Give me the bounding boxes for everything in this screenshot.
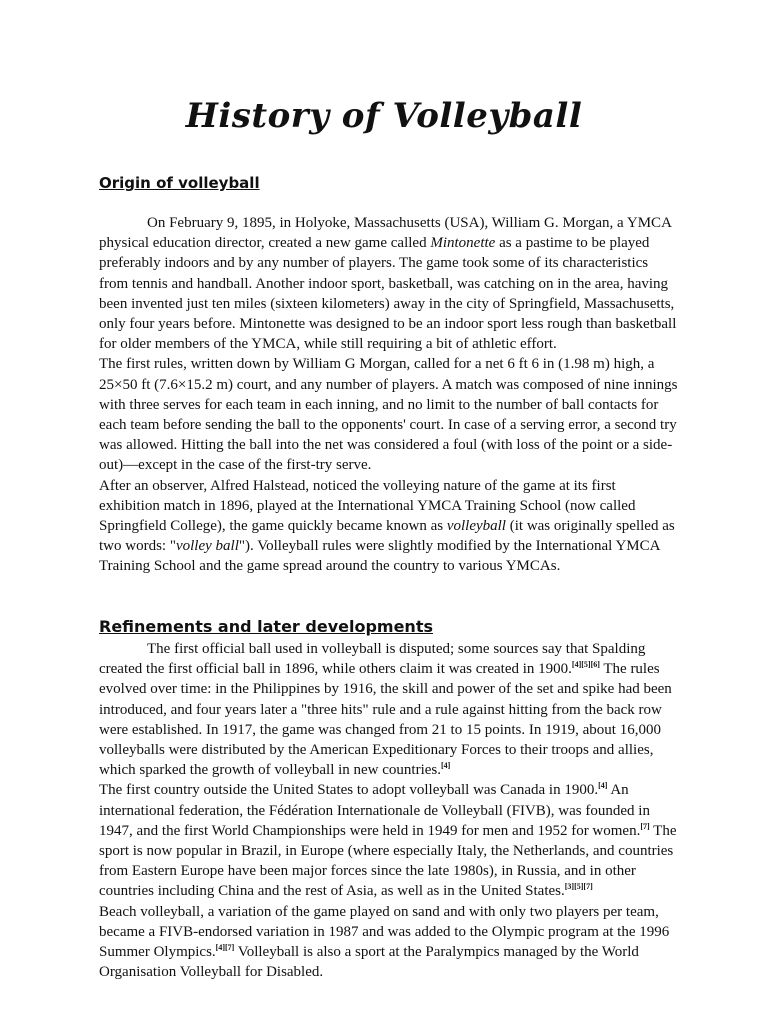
citation-link[interactable]: [7] xyxy=(640,821,650,831)
text-run: "). Volleyball rules were slightly modified by the International YMCA Training School and the game spread around the country to various YMCAs. xyxy=(99,538,660,575)
section-heading-refinements: Refinements and later developments xyxy=(99,617,433,636)
paragraph: The first rules, written down by William G Morgan, called for a net 6 ft 6 in (1.98 m) high, a 25×50 ft (7.6×15.2 m) court, and any number of players. A match was composed of nine innings with three serves for each team in each inning, and no limit to the number of ball contacts for each team before sending the ball to the opponents' court. In case of a serving error, a second try was allowed. Hitting the ball into the net was considered a foul (with loss of the point or a side-out)—except in the case of the first-try serve. xyxy=(99,356,678,474)
italic-term: volley ball xyxy=(175,538,239,555)
text-run: The rules evolved over time: in the Philippines by 1916, the skill and power of the set and spike had been introduced, and four years later a "three hits" rule and a rule against hitting from the back row were established. In 1917, the game was changed from 21 to 15 points. In 1919, about 16,000 volleyballs were distributed by the American Expeditionary Forces to their troops and allies, which sparked the growth of volleyball in new countries. xyxy=(99,661,672,779)
text-run: The sport is now popular in Brazil, in Europe (where especially Italy, the Netherlands, and countries from Eastern Europe have been major forces since the late 1980s), in Russia, and in other countries including China and the rest of Asia, as well as in the United States. xyxy=(99,822,677,900)
citation-link[interactable]: [4][7] xyxy=(215,943,235,953)
italic-term: Mintonette xyxy=(430,235,496,252)
text-run: An international federation, the Fédération Internationale de Volleyball (FIVB), was founded in 1947, and the first World Championships were held in 1949 for men and 1952 for women. xyxy=(99,782,650,839)
text-run: Volleyball is also a sport at the Paralympics managed by the World Organisation Volleyball for Disabled. xyxy=(99,944,639,981)
text-run: (it was originally spelled as two words: " xyxy=(99,518,675,555)
text-run: Beach volleyball, a variation of the game played on sand and with only two players per team, became a FIVB-endorsed variation in 1987 and was added to the Olympic program at the 1996 Summer Olympics. xyxy=(99,903,670,961)
paragraph xyxy=(99,639,679,780)
text-run: The first country outside the United States to adopt volleyball was Canada in 1900. xyxy=(99,782,599,799)
citation-link[interactable]: [4][5][6] xyxy=(571,660,600,670)
citation-link[interactable]: [4] xyxy=(598,781,608,791)
document-title: History of Volleyball xyxy=(185,96,583,136)
text-run: The first official ball used in volleyball is disputed; some sources say that Spalding created the first official ball in 1896, while others claim it was created in 1900. xyxy=(99,641,646,678)
paragraph xyxy=(99,902,679,983)
italic-term: volleyball xyxy=(446,518,506,535)
paragraph xyxy=(99,476,679,577)
paragraph xyxy=(99,780,679,901)
paragraph xyxy=(99,213,679,354)
section-body-refinements xyxy=(99,639,679,982)
section-heading-origin: Origin of volleyball xyxy=(99,174,260,192)
text-run: After an observer, Alfred Halstead, noticed the volleying nature of the game at its first exhibition match in 1896, played at the International YMCA Training School (now called Springfield College), the game quickly became known as xyxy=(99,477,636,535)
citation-link[interactable]: [3][5][7] xyxy=(564,882,593,892)
citation-link[interactable]: [4] xyxy=(441,761,451,771)
text-run: as a pastime to be played preferably indoors and by any number of players. The game took some of its characteristics from tennis and handball. Another indoor sport, basketball, was catching on in the area, having been invented just ten miles (sixteen kilometers) away in the city of Springfield, Massachusetts, only four years before. Mintonette was designed to be an indoor sport less rough than basketball for older members of the YMCA, while still requiring a bit of athletic effort. xyxy=(99,235,677,353)
section-body-origin xyxy=(99,213,679,577)
text-run: On February 9, 1895, in Holyoke, Massachusetts (USA), William G. Morgan, a YMCA physical education director, created a new game called xyxy=(99,215,672,252)
